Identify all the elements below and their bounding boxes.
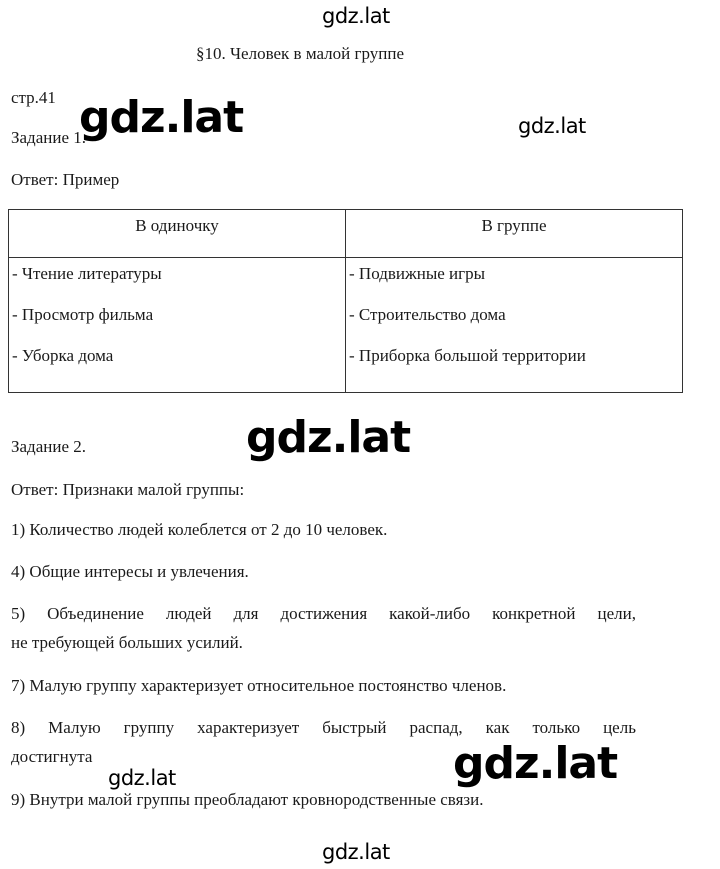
table-header-alone: В одиночку — [9, 210, 346, 258]
list-item: - Строительство дома — [349, 305, 506, 324]
activities-table — [8, 209, 683, 393]
watermark-large-1: gdz.lat — [79, 92, 244, 143]
word: 8) — [11, 718, 26, 737]
watermark-large-2: gdz.lat — [246, 412, 411, 463]
word: Объединение — [47, 604, 144, 623]
sign-item-5-line1 — [11, 604, 636, 624]
sign-item-8-line1 — [11, 718, 636, 738]
table-header-group: В группе — [346, 210, 683, 258]
table-row — [9, 258, 683, 393]
table-header-row — [9, 210, 683, 258]
word: Малую — [48, 718, 101, 737]
group-column — [346, 258, 683, 393]
sign-item-9: 9) Внутри малой группы преобладают кровнородственные связи. — [11, 790, 484, 809]
page-reference: стр.41 — [11, 88, 56, 107]
watermark-large-3: gdz.lat — [453, 738, 618, 789]
list-item: - Просмотр фильма — [12, 305, 154, 324]
sign-item-4: 4) Общие интересы и увлечения. — [11, 562, 249, 581]
word: характеризует — [197, 718, 300, 737]
watermark-left-2: gdz.lat — [108, 766, 176, 790]
word: цели, — [597, 604, 636, 623]
sign-item-8-line2: достигнута — [11, 747, 93, 766]
word: конкретной — [492, 604, 576, 623]
task2-answer: Ответ: Признаки малой группы: — [11, 480, 245, 499]
word: цель — [603, 718, 636, 737]
word: как — [485, 718, 510, 737]
word: группу — [123, 718, 175, 737]
word: достижения — [280, 604, 368, 623]
watermark-right-1: gdz.lat — [518, 114, 586, 138]
watermark-top: gdz.lat — [322, 4, 390, 28]
list-item: - Чтение литературы — [12, 264, 162, 283]
sign-item-1: 1) Количество людей колеблется от 2 до 10 человек. — [11, 520, 388, 539]
word: 5) — [11, 604, 26, 623]
task1-answer: Ответ: Пример — [11, 170, 120, 189]
section-title: §10. Человек в малой группе — [196, 44, 404, 63]
word: распад, — [409, 718, 463, 737]
watermark-bottom: gdz.lat — [322, 840, 390, 864]
list-item: - Подвижные игры — [349, 264, 486, 283]
word: только — [532, 718, 581, 737]
task1-label: Задание 1. — [11, 128, 86, 147]
sign-item-5-line2: не требующей больших усилий. — [11, 633, 243, 652]
alone-column — [9, 258, 346, 393]
task2-label: Задание 2. — [11, 437, 86, 456]
sign-item-7: 7) Малую группу характеризует относительное постоянство членов. — [11, 676, 507, 695]
word: быстрый — [322, 718, 387, 737]
word: людей — [165, 604, 212, 623]
list-item: - Приборка большой территории — [349, 346, 586, 365]
word: какой-либо — [389, 604, 471, 623]
list-item: - Уборка дома — [12, 346, 114, 365]
word: для — [233, 604, 259, 623]
